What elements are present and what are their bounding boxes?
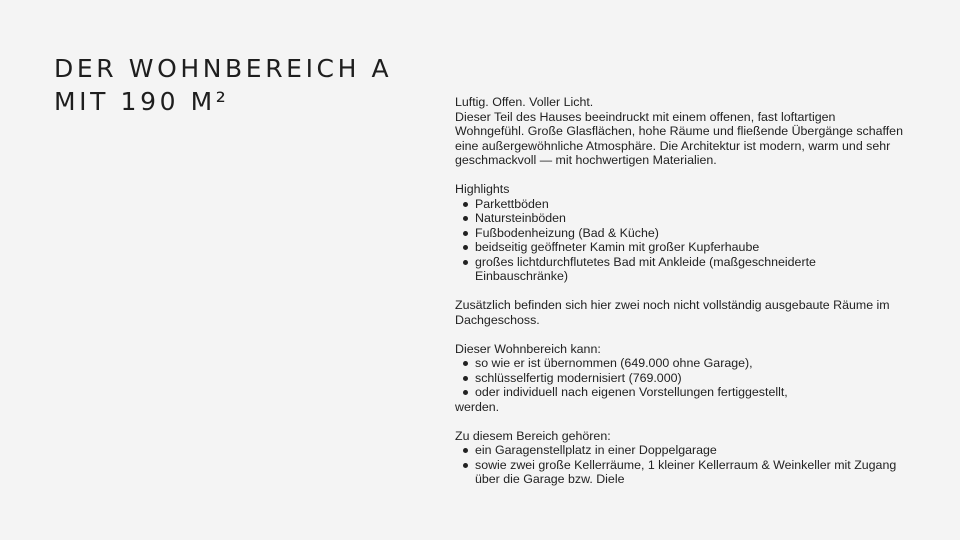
list-item: Parkettböden (475, 197, 905, 212)
spacer (455, 327, 905, 342)
list-item: ein Garagenstellplatz in einer Doppelgarage (475, 443, 905, 458)
list-item: beidseitig geöffneter Kamin mit großer Kupferhaube (475, 240, 905, 255)
page-title-line-2: MIT 190 M² (54, 87, 230, 116)
list-item: schlüsselfertig modernisiert (769.000) (475, 371, 905, 386)
highlights-list (455, 197, 905, 284)
options-list (455, 356, 905, 400)
belongings-list (455, 443, 905, 487)
intro-paragraph: Dieser Teil des Hauses beeindruckt mit einem offenen, fast loftartigen Wohngefühl. Große Glasflächen, hohe Räume und fließende Übergänge schaffen eine außergewöhnliche Atmosphäre. Die Architektur ist modern, warm und sehr geschmackvoll — mit hochwertigen Materialien. (455, 109, 903, 167)
options-heading: Dieser Wohnbereich kann: (455, 341, 601, 356)
spacer (455, 414, 905, 429)
list-item: Fußbodenheizung (Bad & Küche) (475, 226, 905, 241)
tagline: Luftig. Offen. Voller Licht. (455, 95, 594, 109)
belongings-heading: Zu diesem Bereich gehören: (455, 428, 611, 443)
additional-rooms-paragraph: Zusätzlich befinden sich hier zwei noch nicht vollständig ausgebaute Räume im Dachgeschoss. (455, 298, 890, 327)
spacer (455, 284, 905, 299)
list-item: sowie zwei große Kellerräume, 1 kleiner Kellerraum & Weinkeller mit Zugang über die Garage bzw. Diele (475, 458, 905, 487)
list-item: großes lichtdurchflutetes Bad mit Ankleide (maßgeschneiderte Einbauschränke) (475, 255, 905, 284)
list-item: so wie er ist übernommen (649.000 ohne Garage), (475, 356, 905, 371)
spacer (455, 168, 905, 183)
list-item: Natursteinböden (475, 211, 905, 226)
highlights-heading: Highlights (455, 182, 510, 196)
list-item: oder individuell nach eigenen Vorstellungen fertiggestellt, (475, 385, 905, 400)
options-closing: werden. (455, 399, 500, 414)
description-column (455, 95, 905, 487)
page-title-line-1: DER WOHNBEREICH A (54, 54, 393, 83)
page-title (54, 52, 392, 118)
